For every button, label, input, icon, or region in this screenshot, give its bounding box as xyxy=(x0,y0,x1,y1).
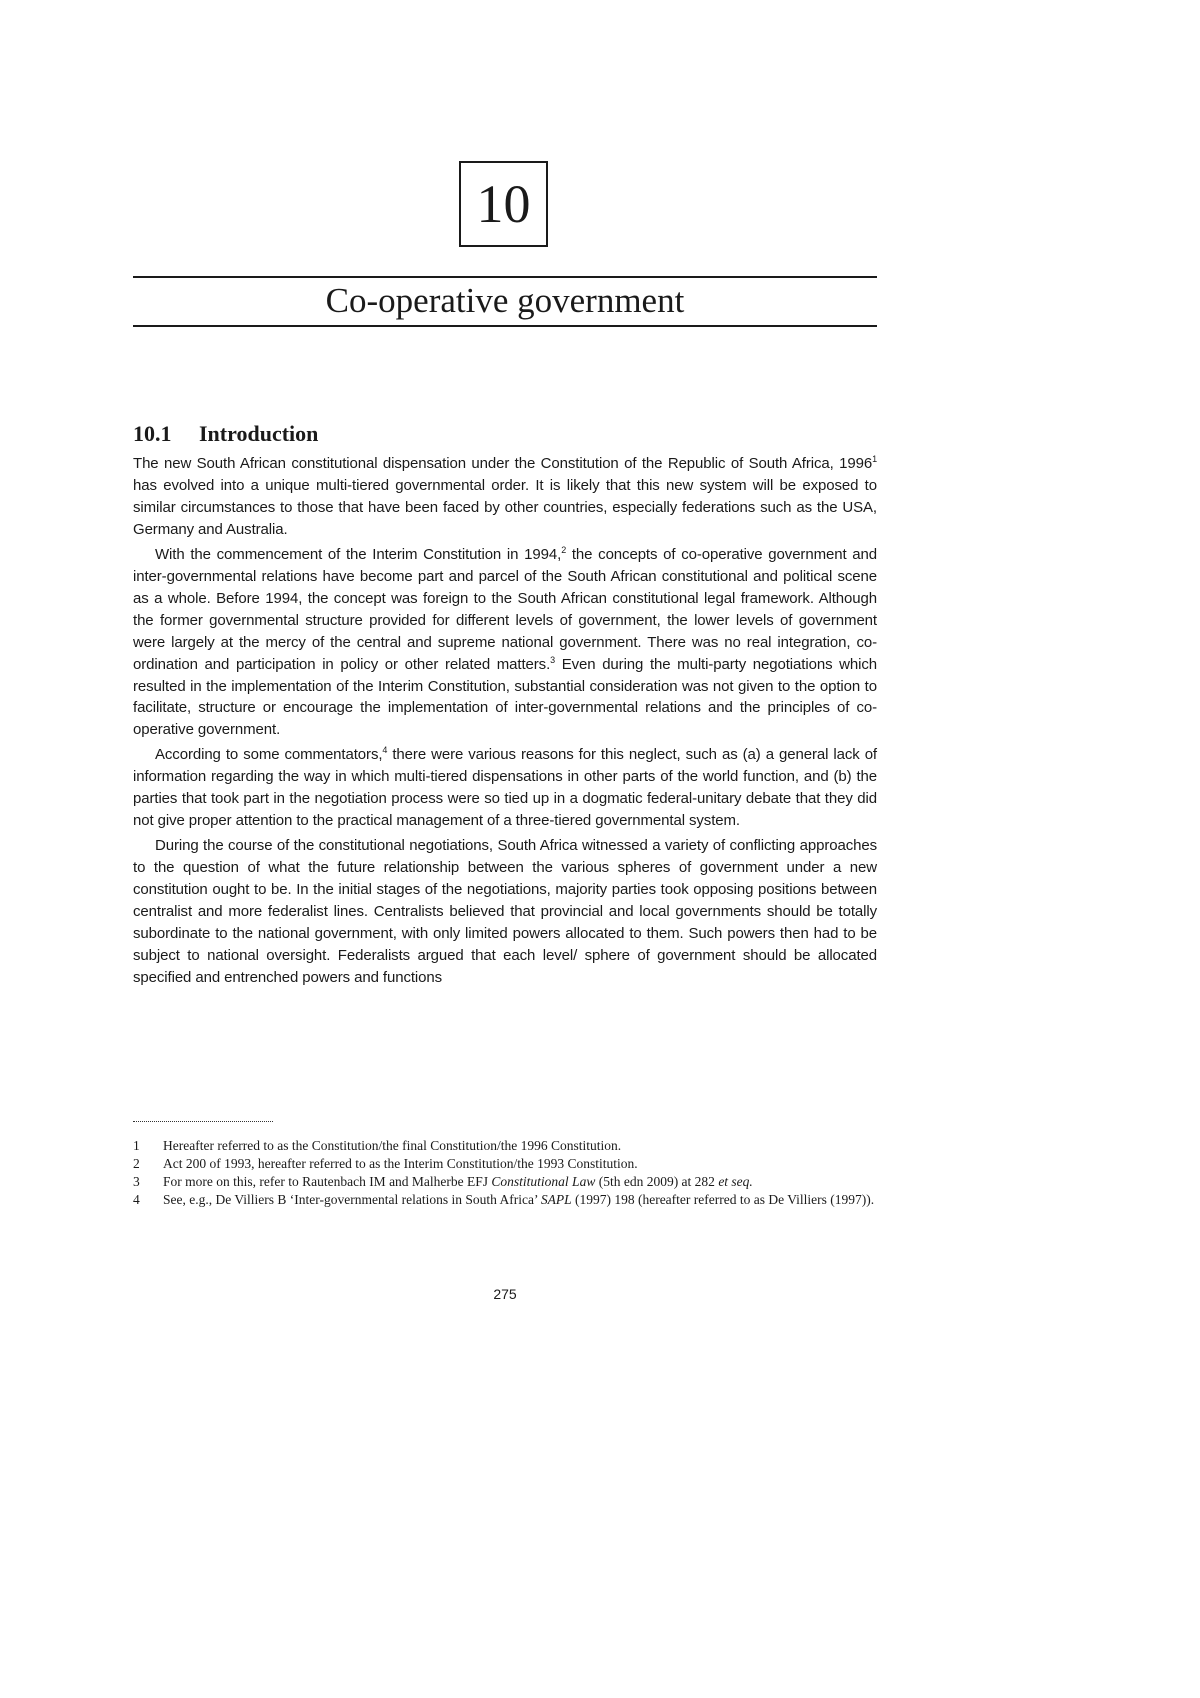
citation-latin: et seq. xyxy=(718,1174,753,1189)
chapter-number: 10 xyxy=(476,174,531,234)
footnote-text-part: For more on this, refer to Rautenbach IM and Malherbe EFJ xyxy=(163,1174,492,1189)
footnote-text: Act 200 of 1993, hereafter referred to as the Interim Constitution/the 1993 Constitution. xyxy=(163,1156,638,1171)
paragraph-2 xyxy=(133,544,877,742)
footnote-number: 3 xyxy=(133,1174,140,1189)
title-rule-top xyxy=(133,276,877,278)
section-title: Introduction xyxy=(199,421,319,446)
paragraph-text: the concepts of co-operative government and inter-governmental relations have become part and parcel of the South African constitutional and political scene as a whole. Before 1994, the concept was foreign to the South African constitutional legal framework. Although the former governmental structure provided for different levels of government, the lower levels of government were largely at the mercy of the central and supreme national government. There was no real integration, co-ordination and participation in policy or other related matters. xyxy=(133,545,877,673)
footnote-ref: 2 xyxy=(561,544,567,555)
footnote-number: 1 xyxy=(133,1138,140,1153)
footnote-text-part: (5th edn 2009) at 282 xyxy=(595,1174,719,1189)
section-heading xyxy=(133,421,877,447)
paragraph-1 xyxy=(133,453,877,541)
footnote xyxy=(133,1191,877,1209)
paragraph-text: there were various reasons for this neglect, such as (a) a general lack of information regarding the way in which multi-tiered dispensations in other parts of the world function, and (b) the parties that took part in the negotiation process were so tied up in a dogmatic federal-unitary debate that they did not give proper attention to the practical management of a three-tiered governmental system. xyxy=(133,746,878,830)
page-number: 275 xyxy=(493,1286,517,1302)
footnote-ref: 3 xyxy=(550,654,556,665)
footnote-ref: 1 xyxy=(872,454,877,464)
paragraph-text: According to some commentators, xyxy=(155,746,383,764)
cited-journal: SAPL xyxy=(540,1192,572,1207)
footnote-number: 4 xyxy=(133,1192,140,1207)
cited-title: Constitutional Law xyxy=(491,1174,596,1189)
footnote-text xyxy=(163,1173,877,1191)
footnote-text-part: See, e.g., De Villiers B ‘Inter-governmental relations in South Africa’ xyxy=(163,1192,541,1207)
footnote xyxy=(133,1173,877,1191)
chapter-number-box xyxy=(459,161,548,247)
footnote-number: 2 xyxy=(133,1156,140,1171)
paragraph-text: Even during the multi-party negotiations which resulted in the implementation of the Interim Constitution, substantial consideration was not given to the option to facilitate, structure or encourage the implementation of inter-governmental relations and the principles of co-operative government. xyxy=(133,655,877,739)
footnote-ref: 4 xyxy=(382,745,388,756)
chapter-title: Co-operative government xyxy=(325,281,685,320)
title-rule-bottom xyxy=(133,325,877,327)
paragraph-4 xyxy=(133,835,877,989)
footnote xyxy=(133,1155,877,1173)
footnote xyxy=(133,1137,877,1155)
footnote-text: Hereafter referred to as the Constitution/the final Constitution/the 1996 Constitution. xyxy=(163,1138,622,1153)
footnote-text-part: (1997) 198 (hereafter referred to as De Villiers (1997)). xyxy=(571,1192,875,1207)
section-number: 10.1 xyxy=(133,421,172,446)
body-text xyxy=(133,453,877,989)
paragraph-text: has evolved into a unique multi-tiered governmental order. It is likely that this new system will be exposed to similar circumstances to those that have been faced by other countries, especially federations such as the USA, Germany and Australia. xyxy=(133,476,877,538)
footnote-text xyxy=(163,1191,877,1209)
paragraph-text: During the course of the constitutional negotiations, South Africa witnessed a variety of conflicting approaches to the question of what the future relationship between the various spheres of government under a new constitution ought to be. In the initial stages of the negotiations, majority parties took opposing positions between centralist and more federalist lines. Centralists believed that provincial and local governments should be totally subordinate to the national government, with only limited powers allocated to them. Such powers then had to be subject to national oversight. Federalists argued that each level/ sphere of government should be allocated specified and entrenched powers and functions xyxy=(133,837,877,986)
paragraph-text: The new South African constitutional dispensation under the Constitution of the Republic of South Africa, 1996 xyxy=(133,455,873,472)
paragraph-text: With the commencement of the Interim Constitution in 1994, xyxy=(155,545,562,563)
footnote-separator xyxy=(133,1121,273,1122)
footnotes xyxy=(133,1137,877,1209)
paragraph-3 xyxy=(133,744,877,832)
